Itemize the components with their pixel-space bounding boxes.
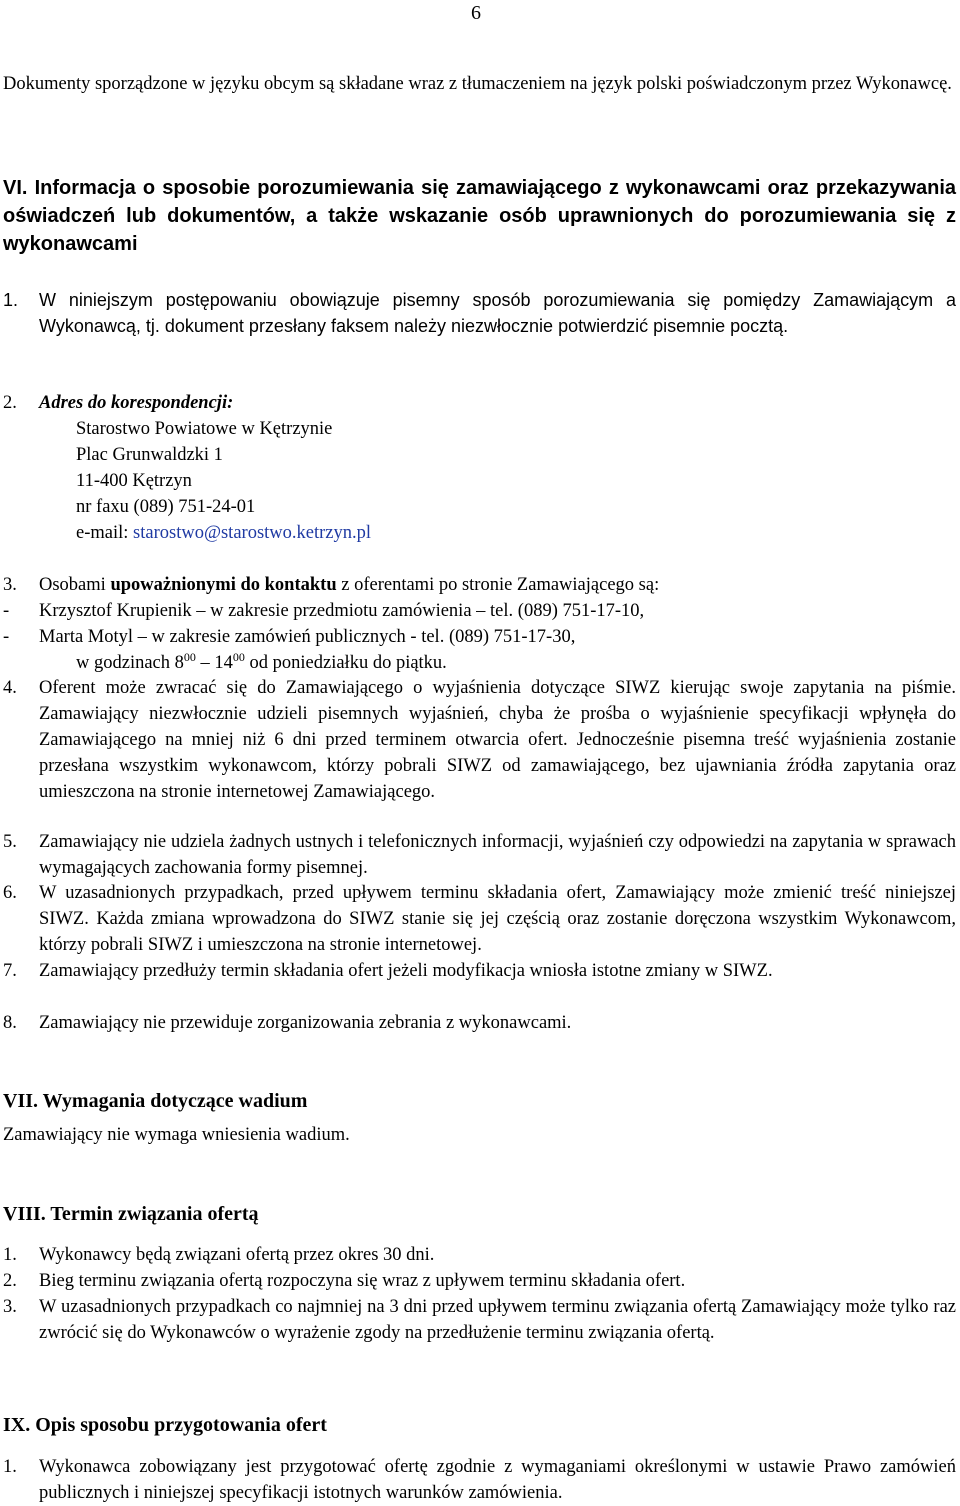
s8-item-2 xyxy=(3,1268,956,1294)
s6-item-5 xyxy=(3,829,956,881)
s6-item-1-number: 1. xyxy=(3,290,19,310)
s6-item-3-text-a: Osobami xyxy=(39,575,111,595)
s6-item-8 xyxy=(3,1010,956,1036)
address-line-email xyxy=(76,520,956,546)
address-line-street: Plac Grunwaldzki 1 xyxy=(76,445,223,465)
s6-item-4-text: Oferent może zwracać się do Zamawiającego o wyjaśnienia dotyczące SIWZ kierując swoje zapytania na piśmie. Zamawiający niezwłocznie udzieli pisemnych wyjaśnień, chyba że prośba o wyjaśnienie specyfikacji wpłynęła do Zamawiającego na mniej niż 6 dni przed terminem otwarcia ofert. Jednocześnie pisemna treść wyjaśnienia zostanie przesłana wszystkim wykonawcom, którzy pobrali SIWZ od zamawiającego, bez ujawniania źródła zapytania oraz umieszczona na stronie internetowej Zamawiającego. xyxy=(39,678,956,802)
office-hours-text xyxy=(76,650,956,676)
address-line-office: Starostwo Powiatowe w Kętrzynie xyxy=(76,419,333,439)
s8-item-3 xyxy=(3,1294,956,1346)
s8-item-2-number: 2. xyxy=(3,1271,17,1291)
s6-item-3-text-c: z oferentami po stronie Zamawiającego są: xyxy=(336,575,660,595)
contact-2-dash: - xyxy=(3,627,10,647)
s6-item-2-number: 2. xyxy=(3,393,17,413)
address-line-fax: nr faxu (089) 751-24-01 xyxy=(76,497,256,517)
correspondence-label: Adres do korespondencji: xyxy=(39,393,234,413)
s6-item-7 xyxy=(3,958,956,984)
s6-item-7-text: Zamawiający przedłuży termin składania ofert jeżeli modyfikacja wniosła istotne zmiany w SIWZ. xyxy=(39,961,773,981)
s6-item-4-number: 4. xyxy=(3,678,17,698)
s6-item-3 xyxy=(3,572,956,598)
hours-sup-1: 00 xyxy=(183,650,196,664)
s6-item-3-number: 3. xyxy=(3,575,17,595)
contact-person-2 xyxy=(3,624,956,650)
email-label: e-mail: xyxy=(76,523,134,543)
contact-person-1 xyxy=(3,598,956,624)
section-ix-heading: IX. Opis sposobu przygotowania ofert xyxy=(3,1414,327,1436)
s8-item-1-number: 1. xyxy=(3,1245,17,1265)
s8-item-1-text: Wykonawcy będą związani ofertą przez okres 30 dni. xyxy=(39,1245,435,1265)
s9-item-1 xyxy=(3,1454,956,1506)
s6-item-3-text-bold: upoważnionymi do kontaktu xyxy=(110,575,337,595)
email-link[interactable]: starostwo@starostwo.ketrzyn.pl xyxy=(133,523,372,543)
s8-item-1 xyxy=(3,1242,956,1268)
contact-2-text: Marta Motyl – w zakresie zamówień publicznych - tel. (089) 751-17-30, xyxy=(39,627,576,647)
s8-item-3-number: 3. xyxy=(3,1297,17,1317)
s8-item-2-text: Bieg terminu związania ofertą rozpoczyna się wraz z upływem terminu składania ofert. xyxy=(39,1271,686,1291)
s6-item-2 xyxy=(3,390,956,416)
s9-item-1-text: Wykonawca zobowiązany jest przygotować ofertę zgodnie z wymaganiami określonymi w ustawie Prawo zamówień publicznych i niniejszej specyfikacji istotnych warunków zamówienia. xyxy=(39,1457,956,1503)
section-vii-heading: VII. Wymagania dotyczące wadium xyxy=(3,1090,308,1112)
s6-item-6-number: 6. xyxy=(3,883,17,903)
s9-item-1-number: 1. xyxy=(3,1457,17,1477)
s6-item-8-number: 8. xyxy=(3,1013,17,1033)
hours-a: w godzinach 8 xyxy=(76,653,184,673)
s6-item-1 xyxy=(3,287,956,339)
hours-c: od poniedziałku do piątku. xyxy=(244,653,447,673)
office-hours xyxy=(3,650,956,676)
s6-item-7-number: 7. xyxy=(3,961,17,981)
section-vi-heading: VI. Informacja o sposobie porozumiewania się zamawiającego z wykonawcami oraz przekazywania oświadczeń lub dokumentów, a także wskazanie osób uprawnionych do porozumiewania się z wykonawcami xyxy=(3,177,956,255)
s6-item-3-text xyxy=(39,572,956,598)
section-viii-heading: VIII. Termin związania ofertą xyxy=(3,1203,259,1225)
s6-item-6-text: W uzasadnionych przypadkach, przed upływem terminu składania ofert, Zamawiający może zmienić treść niniejszej SIWZ. Każda zmiana wprowadzona do SIWZ stanie się jej częścią oraz zostanie doręczona wszystkim Wykonawcom, którzy pobrali SIWZ i umieszczona na stronie internetowej. xyxy=(39,883,956,955)
address-block xyxy=(3,416,956,546)
s6-item-8-text: Zamawiający nie przewiduje zorganizowania zebrania z wykonawcami. xyxy=(39,1013,572,1033)
contact-1-text: Krzysztof Krupienik – w zakresie przedmiotu zamówienia – tel. (089) 751-17-10, xyxy=(39,601,645,621)
page-number: 6 xyxy=(471,2,481,24)
s6-item-5-text: Zamawiający nie udziela żadnych ustnych i telefonicznych informacji, wyjaśnień czy odpowiedzi na zapytania w sprawach wymagających zachowania formy pisemnej. xyxy=(39,832,956,878)
hours-sup-2: 00 xyxy=(232,650,245,664)
s6-item-6 xyxy=(3,880,956,958)
address-line-city: 11-400 Kętrzyn xyxy=(76,471,192,491)
section-vii-text: Zamawiający nie wymaga wniesienia wadium. xyxy=(3,1125,350,1145)
hours-b: – 14 xyxy=(195,653,233,673)
s6-item-5-number: 5. xyxy=(3,832,17,852)
s6-item-1-text: W niniejszym postępowaniu obowiązuje pisemny sposób porozumiewania się pomiędzy Zamawiającym a Wykonawcą, tj. dokument przesłany faksem należy niezwłocznie potwierdzić pisemnie pocztą. xyxy=(39,290,956,336)
s8-item-3-text: W uzasadnionych przypadkach co najmniej na 3 dni przed upływem terminu związania ofertą Zamawiający może tylko raz zwrócić się do Wykonawców o wyrażenie zgody na przedłużenie terminu związania ofertą. xyxy=(39,1297,956,1343)
s6-item-4 xyxy=(3,675,956,805)
intro-paragraph: Dokumenty sporządzone w języku obcym są składane wraz z tłumaczeniem na język polski poświadczonym przez Wykonawcę. xyxy=(3,74,952,94)
contact-1-dash: - xyxy=(3,601,10,621)
